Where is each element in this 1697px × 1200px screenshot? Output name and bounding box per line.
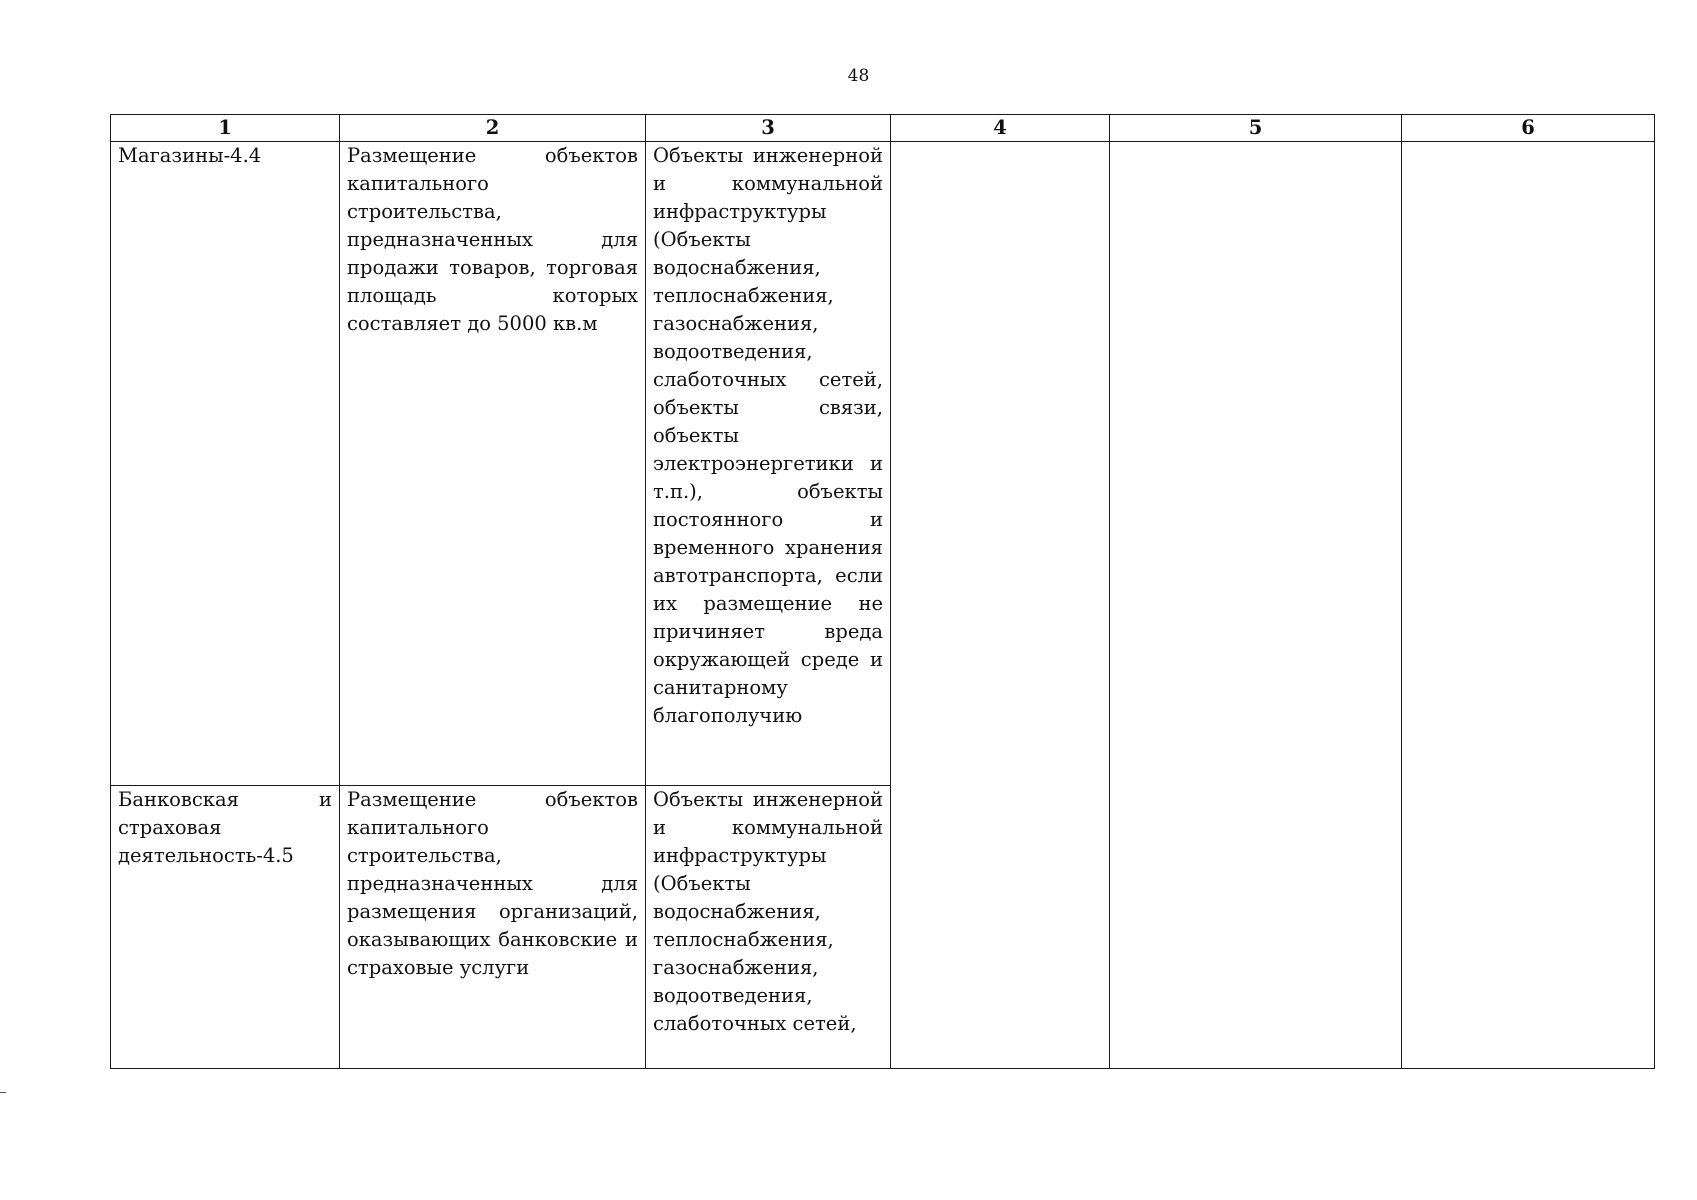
regulations-table bbox=[110, 114, 1655, 1069]
land-use-type-cell: Магазины-4.4 bbox=[111, 142, 340, 786]
use-description-cell: Размещение объектов капитального строительства, предназначенных для размещения организаций, оказывающих банковские и страховые услуги bbox=[340, 786, 646, 1069]
column-6-cell bbox=[1402, 142, 1655, 1069]
column-4-cell bbox=[891, 142, 1110, 1069]
column-header-5: 5 bbox=[1110, 115, 1402, 142]
auxiliary-objects-cell: Объекты инженерной и коммунальной инфраструктуры (Объекты водоснабжения, теплоснабжения, газоснабжения, водоотведения, слаботочных сетей, bbox=[653, 788, 883, 1035]
auxiliary-objects-cell: Объекты инженерной и коммунальной инфраструктуры (Объекты водоснабжения, теплоснабжения, газоснабжения, водоотведения, слаботочных сетей, объекты связи, объекты электроэнергетики и т.п.), объекты постоянного и временного хранения автотранспорта, если их размещение не причиняет вреда окружающей среде и санитарному благополучию bbox=[646, 142, 891, 786]
use-description-cell: Размещение объектов капитального строительства, предназначенных для продажи товаров, торговая площадь которых составляет до 5000 кв.м bbox=[340, 142, 646, 786]
column-header-6: 6 bbox=[1402, 115, 1655, 142]
land-use-type-cell: Банковская и страховая деятельность-4.5 bbox=[111, 786, 340, 1069]
table-row bbox=[111, 142, 1655, 786]
column-header-3: 3 bbox=[646, 115, 891, 142]
column-header-2: 2 bbox=[340, 115, 646, 142]
column-header-1: 1 bbox=[111, 115, 340, 142]
auxiliary-objects-cell-wrapper bbox=[646, 786, 891, 1069]
page-number: 48 bbox=[847, 66, 870, 86]
column-header-4: 4 bbox=[891, 115, 1110, 142]
column-5-cell bbox=[1110, 142, 1402, 1069]
table-header-row bbox=[111, 115, 1655, 142]
scan-margin-mark bbox=[0, 1092, 6, 1093]
